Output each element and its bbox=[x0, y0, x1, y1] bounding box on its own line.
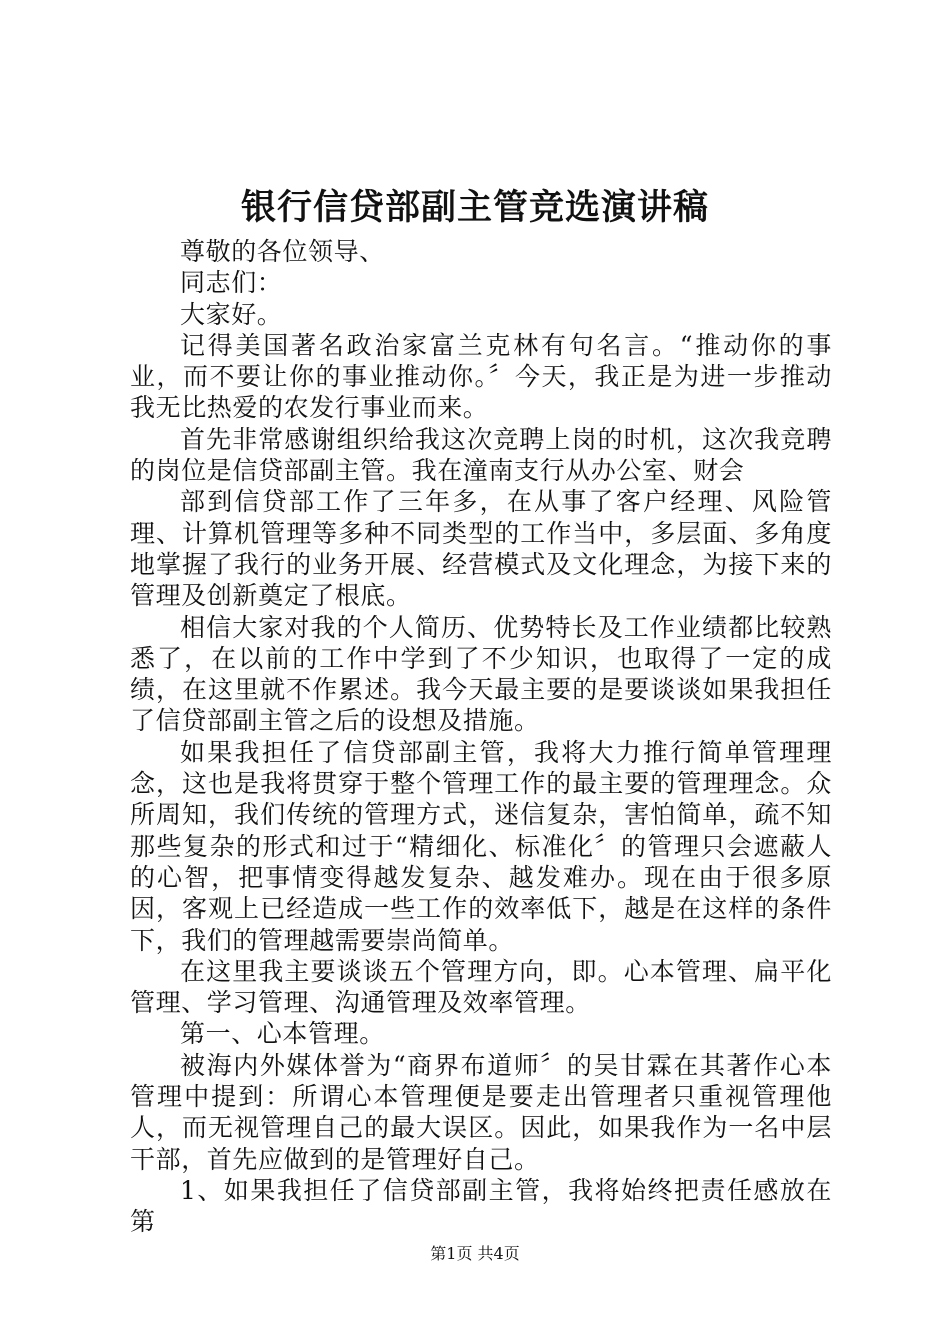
paragraph-greeting: 大家好。 bbox=[180, 299, 283, 329]
paragraph-heart-management: 被海内外媒体誉为“商界布道师〞的吴甘霖在其著作心本管理中提到：所谓心本管理便是要走出管理者只重视管理他人，而无视管理自己的最大误区。因此，如果我作为一名中层干部，首先应做到的是管理好自己。 bbox=[130, 1050, 832, 1174]
paragraph-salutation-comrades: 同志们： bbox=[180, 268, 283, 298]
paragraph-section-heading: 第一、心本管理。 bbox=[180, 1019, 385, 1049]
page-footer: 第1页 共4页 bbox=[430, 1244, 520, 1263]
paragraph-simple-management: 如果我担任了信贷部副主管，我将大力推行简单管理理念，这也是我将贯穿于整个管理工作的最主要的管理理念。众所周知，我们传统的管理方式，迷信复杂，害怕简单，疏不知那些复杂的形式和过于“精细化、标准化〞的管理只会遮蔽人的心智，把事情变得越发复杂、越发难办。现在由于很多原因，客观上已经造成一些工作的效率低下，越是在这样的条件下，我们的管理越需要崇尚简单。 bbox=[130, 737, 832, 955]
paragraph-five-directions: 在这里我主要谈谈五个管理方向，即。心本管理、扁平化管理、学习管理、沟通管理及效率管理。 bbox=[130, 956, 832, 1018]
paragraph-experience: 部到信贷部工作了三年多，在从事了客户经理、风险管理、计算机管理等多种不同类型的工作当中，多层面、多角度地掌握了我行的业务开展、经营模式及文化理念，为接下来的管理及创新奠定了根底。 bbox=[130, 487, 832, 611]
paragraph-franklin-quote: 记得美国著名政治家富兰克林有句名言。“推动你的事业，而不要让你的事业推动你。〞今天，我正是为进一步推动我无比热爱的农发行事业而来。 bbox=[130, 330, 832, 423]
page-title: 银行信贷部副主管竞选演讲稿 bbox=[240, 187, 709, 228]
paragraph-thanks: 首先非常感谢组织给我这次竞聘上岗的时机，这次我竞聘的岗位是信贷部副主管。我在潼南支行从办公室、财会 bbox=[130, 424, 832, 486]
paragraph-salutation-leaders: 尊敬的各位领导、 bbox=[180, 237, 385, 266]
document-body bbox=[130, 236, 832, 1238]
paragraph-background: 相信大家对我的个人简历、优势特长及工作业绩都比较熟悉了，在以前的工作中学到了不少知识，也取得了一定的成绩，在这里就不作累述。我今天最主要的是要谈谈如果我担任了信贷部副主管之后的设想及措施。 bbox=[130, 612, 832, 736]
paragraph-point-one: 1、如果我担任了信贷部副主管，我将始终把责任感放在第 bbox=[130, 1175, 832, 1237]
